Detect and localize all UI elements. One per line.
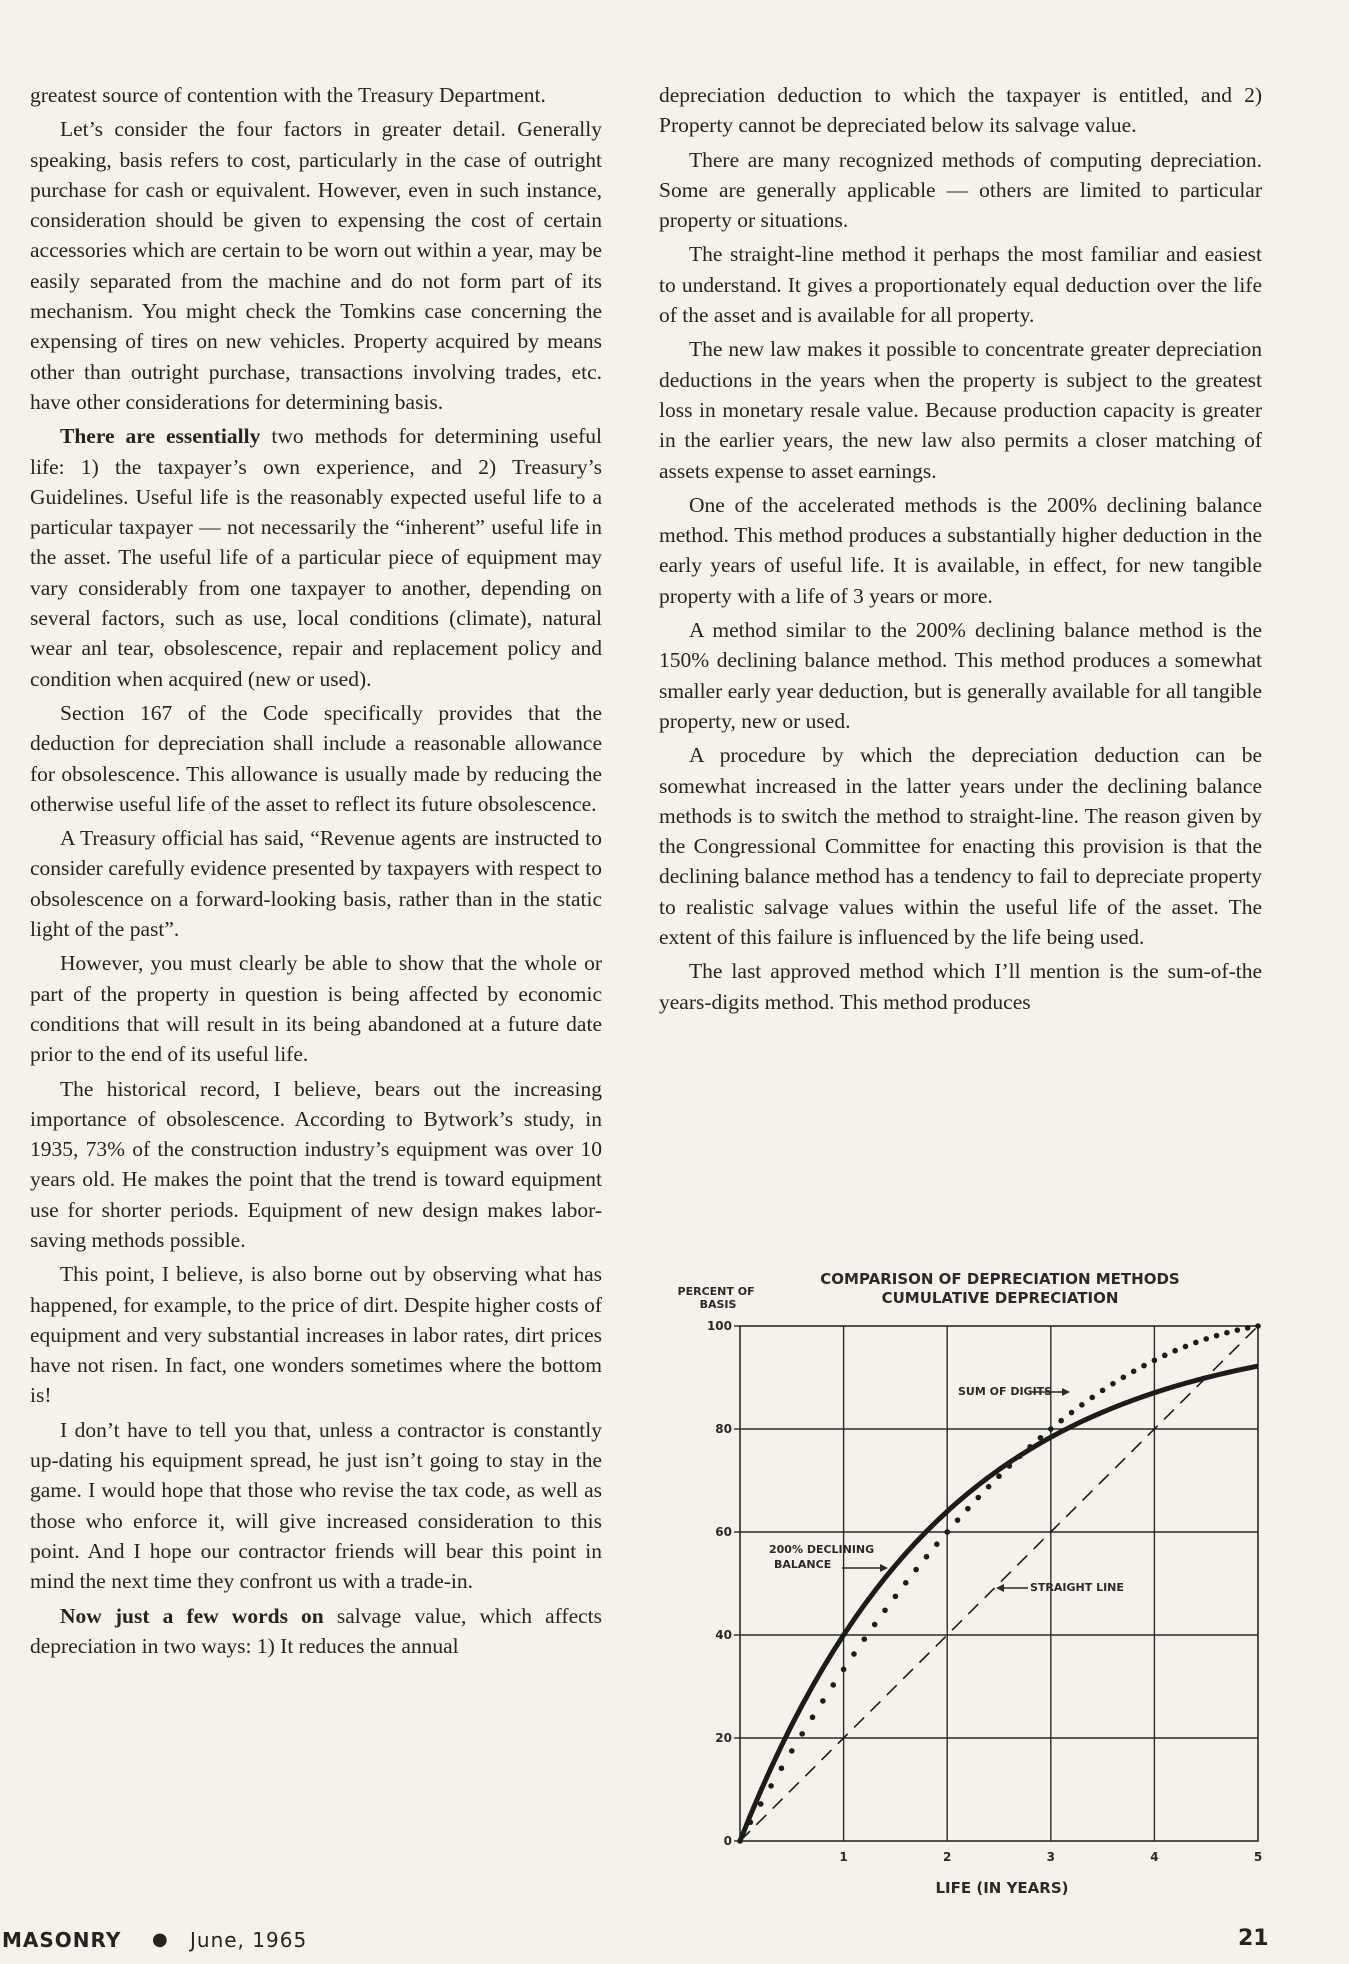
series-declining-balance-line: [740, 1366, 1258, 1841]
series-sum-of-digits-dot: [799, 1731, 805, 1737]
series-sum-of-digits-dot: [1017, 1453, 1023, 1459]
paragraph: I don’t have to tell you that, unless a contractor is constantly up-dating his equipment spread, he just isn’t going to stay in the game. I would hope that those who revise the tax code, as well as those who enforce it, will give increased consideration to this point. And I hope our contractor friends will bear this point in mind the next time they confront us with a trade-in.: [30, 1417, 602, 1594]
series-sum-of-digits-dot: [986, 1484, 992, 1490]
paragraph-text: salvage value, which affects depreciation in two ways: 1) It reduces the annual: [30, 1603, 603, 1658]
depreciation-chart: [660, 1268, 1270, 1908]
series-sum-of-digits-dot: [1255, 1323, 1261, 1329]
y-tick-label: 20: [715, 1731, 732, 1745]
annotation-declining-line2: BALANCE: [774, 1558, 832, 1571]
series-sum-of-digits-dot: [810, 1714, 816, 1720]
series-sum-of-digits-dot: [851, 1651, 857, 1657]
series-sum-of-digits-dot: [789, 1748, 795, 1754]
series-sum-of-digits-dot: [779, 1765, 785, 1771]
page-number: 21: [1238, 1926, 1269, 1951]
paragraph: A procedure by which the depreciation deduction can be somewhat increased in the latter years under the declining balance methods is to switch the method to straight-line. The reason given by the Congressional Committee for enacting this provision is that the declining balance method has a tendency to fail to depreciate property to realistic salvage values within the useful life of the asset. The extent of this failure is influenced by the life being used.: [659, 743, 1262, 950]
paragraph: depreciation deduction to which the taxpayer is entitled, and 2) Property cannot be depreciated below its salvage value.: [659, 83, 1262, 138]
bold-lead: Now just a few words on: [60, 1603, 324, 1628]
series-sum-of-digits-dot: [1038, 1435, 1044, 1441]
paragraph: greatest source of contention with the Treasury Department.: [30, 83, 546, 107]
chart-subtitle: CUMULATIVE DEPRECIATION: [881, 1289, 1119, 1307]
series-sum-of-digits-dot: [1162, 1353, 1168, 1359]
series-sum-of-digits-dot: [820, 1698, 826, 1704]
plot-frame: [740, 1326, 1258, 1841]
paragraph: There are many recognized methods of computing depreciation. Some are generally applicable — others are limited to particular property or situations.: [659, 147, 1262, 233]
left-text-column: [30, 80, 602, 1665]
bold-lead: There are essentially: [60, 424, 261, 449]
annotation-straight-line: STRAIGHT LINE: [1030, 1581, 1124, 1594]
chart-canvas: [660, 1268, 1270, 1908]
arrowhead-declining: [880, 1564, 888, 1572]
series-sum-of-digits-dot: [758, 1801, 764, 1807]
series-sum-of-digits-dot: [934, 1541, 940, 1547]
arrowhead-straight-line: [996, 1584, 1004, 1592]
series-sum-of-digits-dot: [862, 1636, 868, 1642]
series-sum-of-digits-dot: [924, 1554, 930, 1560]
series-sum-of-digits-dot: [1203, 1336, 1209, 1342]
series-sum-of-digits-dot: [1089, 1395, 1095, 1401]
paragraph: The historical record, I believe, bears out the increasing importance of obsolescence. According to Bytwork’s study, in 1935, 73% of the construction industry’s equipment was over 10 years old. He makes the point that the trend is toward equipment use for shorter periods. Equipment of new design makes labor-saving methods possible.: [30, 1076, 602, 1252]
paragraph-text: two methods for determining useful life: 1) the taxpayer’s own experience, and 2) Treasury’s Guidelines. Useful life is the reasonably expected useful life to a particular taxpayer — not necessarily the “inherent” useful life in the asset. The useful life of a particular piece of equipment may vary considerably from one taxpayer to another, depending on several factors, such as use, local conditions (climate), natural wear anl tear, obsolescence, repair and replacement policy and condition when acquired (new or used).: [30, 424, 603, 691]
series-sum-of-digits-dot: [913, 1567, 919, 1573]
paragraph: Section 167 of the Code specifically provides that the deduction for depreciation shall include a reasonable allowance for obsolescence. This allowance is usually made by reducing the otherwise useful life of the asset to reflect its future obsolescence.: [30, 700, 602, 816]
series-sum-of-digits-dot: [872, 1622, 878, 1628]
paragraph: The new law makes it possible to concentrate greater depreciation deductions in the years when the property is subject to the greatest loss in monetary resale value. Because production capacity is greater in the earlier years, the new law also permits a closer matching of assets expense to asset earnings.: [659, 337, 1262, 483]
y-axis-label: PERCENT OF BASIS: [677, 1285, 755, 1311]
paragraph: One of the accelerated methods is the 200% declining balance method. This method produces a substantially higher deduction in the early years of useful life. It is available, in effect, for new tangible property with a life of 3 years or more.: [659, 492, 1262, 608]
x-tick-label: 3: [1046, 1850, 1055, 1864]
y-tick-label: 40: [715, 1628, 732, 1642]
series-sum-of-digits-dot: [841, 1667, 847, 1673]
series-sum-of-digits-dot: [1245, 1325, 1251, 1331]
paragraph: [30, 1601, 602, 1662]
arrowhead-sum-of-digits: [1062, 1388, 1070, 1396]
series-sum-of-digits-dot: [1141, 1363, 1147, 1369]
paragraph: A Treasury official has said, “Revenue agents are instructed to consider carefully evidence presented by taxpayers with respect to obsolescence on a forward-looking basis, rather than in the static light of the past”.: [30, 826, 602, 942]
y-tick-label: 100: [706, 1319, 732, 1333]
x-tick-label: 1: [839, 1850, 848, 1864]
series-sum-of-digits-dot: [903, 1580, 909, 1586]
series-sum-of-digits-dot: [996, 1473, 1002, 1479]
annotation-sum-of-digits: SUM OF DIGITS: [958, 1385, 1053, 1398]
paragraph: [30, 421, 602, 694]
y-tick-label: 80: [715, 1422, 732, 1436]
series-sum-of-digits-dot: [1048, 1426, 1054, 1432]
magazine-name: MASONRY: [2, 1928, 122, 1952]
series-sum-of-digits-dot: [1152, 1358, 1158, 1364]
series-sum-of-digits-dot: [1121, 1375, 1127, 1381]
series-straight-line: [740, 1326, 1258, 1841]
series-sum-of-digits-dot: [1131, 1369, 1137, 1375]
x-tick-label: 2: [943, 1850, 952, 1864]
series-sum-of-digits-dot: [1058, 1418, 1064, 1424]
series-sum-of-digits-dot: [1027, 1444, 1033, 1450]
series-sum-of-digits-dot: [1069, 1410, 1075, 1416]
series-sum-of-digits-dot: [1234, 1327, 1240, 1333]
issue-date: June, 1965: [190, 1928, 308, 1952]
paragraph: A method similar to the 200% declining balance method is the 150% declining balance method. This method produces a somewhat smaller early year deduction, but is generally available for all tangible property, new or used.: [659, 618, 1262, 733]
series-sum-of-digits-dot: [1193, 1340, 1199, 1346]
series-sum-of-digits-dot: [1214, 1333, 1220, 1339]
chart-grid: [707, 1319, 1262, 1864]
chart-title: COMPARISON OF DEPRECIATION METHODS: [820, 1270, 1180, 1288]
paragraph: However, you must clearly be able to show that the whole or part of the property in question is being affected by economic conditions that will result in its being abandoned at a future date prior to the end of its useful life.: [30, 951, 602, 1067]
chart-series: [737, 1323, 1261, 1844]
series-sum-of-digits-dot: [1110, 1381, 1116, 1387]
series-sum-of-digits-dot: [1079, 1402, 1085, 1408]
series-sum-of-digits-dot: [1224, 1330, 1230, 1336]
series-sum-of-digits-dot: [1100, 1388, 1106, 1394]
series-sum-of-digits-dot: [768, 1783, 774, 1789]
series-sum-of-digits-dot: [944, 1529, 950, 1535]
x-axis-label: LIFE (IN YEARS): [935, 1879, 1069, 1897]
series-sum-of-digits-dot: [1007, 1463, 1013, 1469]
series-sum-of-digits-dot: [955, 1517, 961, 1523]
y-tick-label: 60: [715, 1525, 732, 1539]
series-sum-of-digits-dot: [965, 1506, 971, 1512]
series-sum-of-digits-dot: [748, 1819, 754, 1825]
x-tick-label: 4: [1150, 1850, 1159, 1864]
paragraph: This point, I believe, is also borne out by observing what has happened, for example, to the price of dirt. Despite higher costs of equipment and very substantial increases in labor rates, dirt prices have not risen. In fact, one wonders sometimes where the bottom is!: [30, 1262, 602, 1408]
paragraph: The straight-line method it perhaps the most familiar and easiest to understand. It gives a proportionately equal deduction over the life of the asset and is available for all property.: [659, 242, 1262, 328]
chart-annotations: [769, 1385, 1124, 1594]
paragraph: The last approved method which I’ll mention is the sum-of-the years-digits method. This method produces: [659, 959, 1262, 1014]
series-sum-of-digits-dot: [1172, 1348, 1178, 1354]
series-sum-of-digits-dot: [893, 1594, 899, 1600]
right-text-column: [659, 80, 1262, 1021]
annotation-declining-line1: 200% DECLINING: [769, 1543, 875, 1556]
series-sum-of-digits-dot: [882, 1607, 888, 1613]
paragraph: Let’s consider the four factors in greater detail. Generally speaking, basis refers to cost, particularly in the case of outright purchase for cash or equivalent. However, even in such instance, consideration should be given to expensing the cost of certain accessories which are certain to be worn out within a year, may be easily separated from the machine and do not form part of its mechanism. You might check the Tomkins case concerning the expensing of tires on new vehicles. Property acquired by means other than outright purchase, transactions involving trades, etc. have other considerations for determining basis.: [30, 117, 602, 414]
x-tick-label: 5: [1253, 1850, 1263, 1864]
separator-bullet: ●: [152, 1929, 168, 1950]
series-sum-of-digits-dot: [975, 1495, 981, 1501]
series-sum-of-digits-dot: [1183, 1344, 1189, 1350]
series-sum-of-digits-dot: [830, 1682, 836, 1688]
y-tick-label: 0: [723, 1834, 732, 1848]
page-footer: [0, 1918, 1349, 1958]
